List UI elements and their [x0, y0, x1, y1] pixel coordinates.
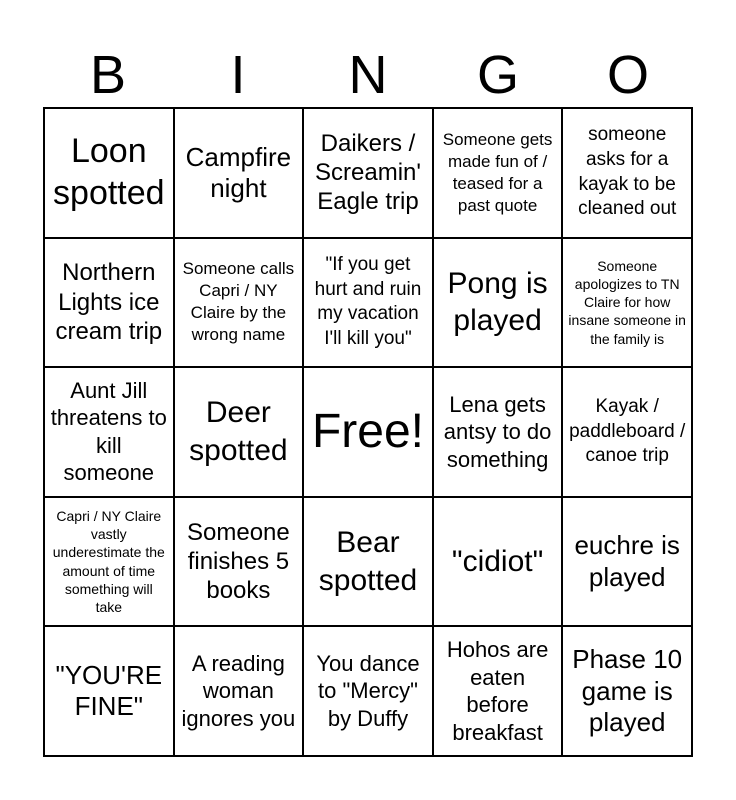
- bingo-cell[interactable]: someone asks for a kayak to be cleaned out: [562, 108, 692, 238]
- bingo-cell[interactable]: You dance to "Mercy" by Duffy: [303, 626, 433, 756]
- header-letter-o: O: [606, 45, 649, 105]
- bingo-cell[interactable]: Deer spotted: [174, 367, 304, 497]
- header-letter-b: B: [89, 45, 127, 105]
- bingo-cell[interactable]: Aunt Jill threatens to kill someone: [44, 367, 174, 497]
- bingo-cell[interactable]: Capri / NY Claire vastly underestimate the amount of time something will take: [44, 497, 174, 627]
- bingo-cell[interactable]: Lena gets antsy to do something: [433, 367, 563, 497]
- bingo-cell[interactable]: euchre is played: [562, 497, 692, 627]
- bingo-cell[interactable]: "cidiot": [433, 497, 563, 627]
- bingo-header: [43, 44, 693, 106]
- bingo-cell[interactable]: Phase 10 game is played: [562, 626, 692, 756]
- bingo-cell[interactable]: Someone gets made fun of / teased for a past quote: [433, 108, 563, 238]
- bingo-cell-free[interactable]: Free!: [303, 367, 433, 497]
- header-letter-g: G: [476, 45, 519, 105]
- bingo-board: [43, 107, 693, 757]
- bingo-cell[interactable]: Kayak / paddleboard / canoe trip: [562, 367, 692, 497]
- bingo-cell[interactable]: Loon spotted: [44, 108, 174, 238]
- bingo-cell[interactable]: A reading woman ignores you: [174, 626, 304, 756]
- bingo-cell[interactable]: Campfire night: [174, 108, 304, 238]
- header-letter-n: N: [348, 45, 388, 105]
- bingo-cell[interactable]: Northern Lights ice cream trip: [44, 238, 174, 368]
- bingo-cell[interactable]: Bear spotted: [303, 497, 433, 627]
- bingo-cell[interactable]: Someone apologizes to TN Claire for how insane someone in the family is: [562, 238, 692, 368]
- bingo-cell[interactable]: Someone calls Capri / NY Claire by the wrong name: [174, 238, 304, 368]
- bingo-cell[interactable]: "YOU'RE FINE": [44, 626, 174, 756]
- bingo-cell[interactable]: Someone finishes 5 books: [174, 497, 304, 627]
- bingo-cell[interactable]: Daikers / Screamin' Eagle trip: [303, 108, 433, 238]
- bingo-cell[interactable]: "If you get hurt and ruin my vacation I'll kill you": [303, 238, 433, 368]
- header-letter-i: I: [230, 45, 246, 105]
- bingo-cell[interactable]: Pong is played: [433, 238, 563, 368]
- bingo-cell[interactable]: Hohos are eaten before breakfast: [433, 626, 563, 756]
